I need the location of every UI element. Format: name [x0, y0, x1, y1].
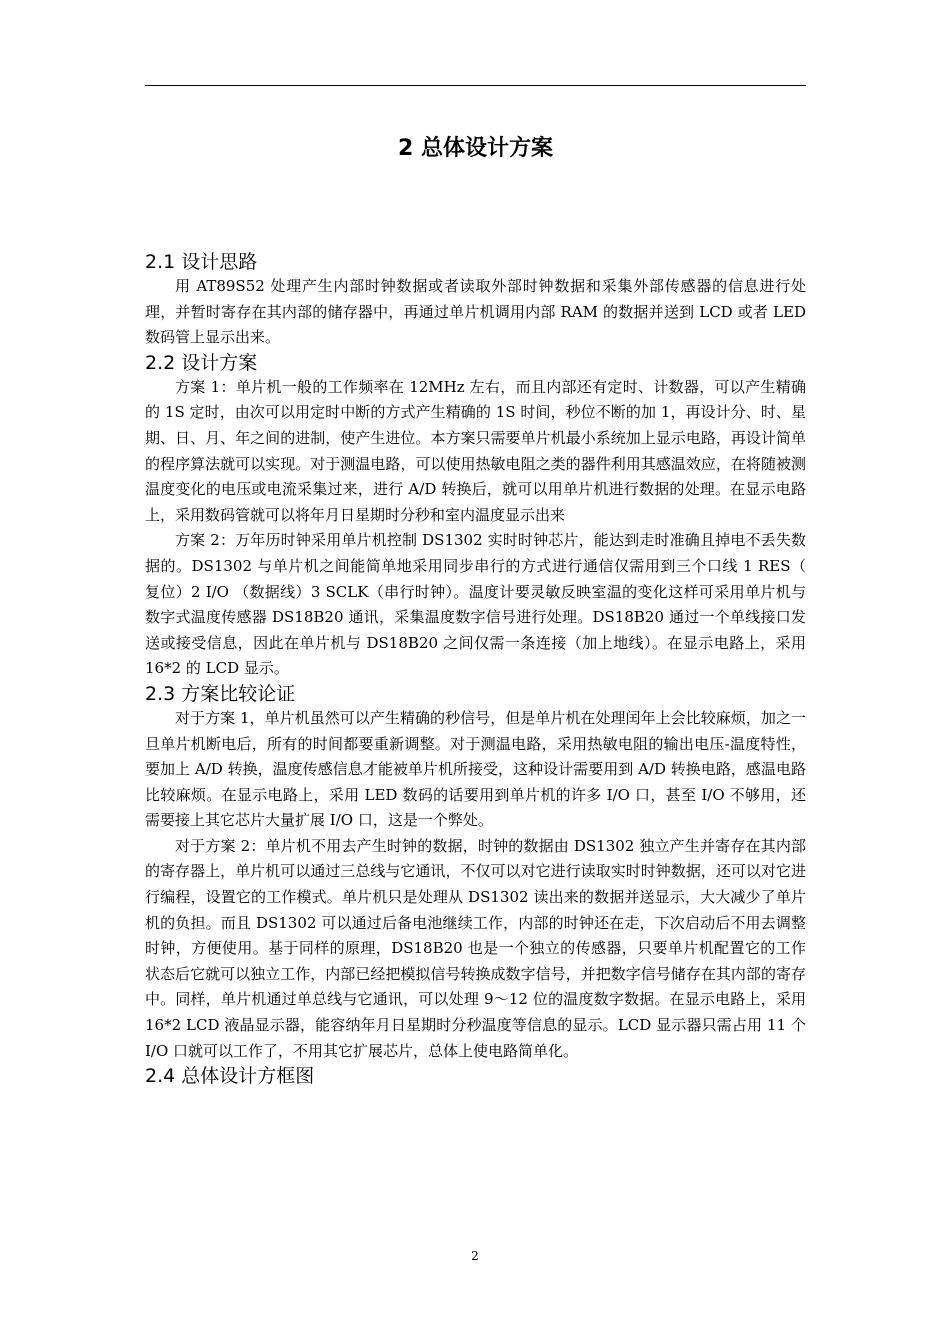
page-number: 2 [471, 1249, 479, 1263]
paragraph: 用 AT89S52 处理产生内部时钟数据或者读取外部时钟数据和采集外部传感器的信息进行处理，并暂时寄存在其内部的储存器中，再通过单片机调用内部 RAM 的数据并送到 LCD 或者 LED 数码管上显示出来。 [145, 277, 806, 347]
document-body [145, 250, 806, 1088]
section-heading: 2.4 总体设计方框图 [145, 1065, 315, 1088]
chapter-title: 2 总体设计方案 [398, 136, 553, 161]
paragraph: 对于方案 1，单片机虽然可以产生精确的秒信号，但是单片机在处理闰年上会比较麻烦，加之一旦单片机断电后，所有的时间都要重新调整。对于测温电路，采用热敏电阻的输出电压-温度特性，要加上 A/D 转换，温度传感信息才能被单片机所接受，这种设计需要用到 A/D 转换电路，感温电路比较麻烦。在显示电路上，采用 LED 数码的话要用到单片机的许多 I/O 口，甚至 I/O 不够用，还需要接上其它芯片大量扩展 I/O 口，这是一个弊处。 [145, 708, 806, 830]
header-rule [145, 85, 806, 86]
section-heading: 2.3 方案比较论证 [145, 682, 296, 705]
section-heading: 2.2 设计方案 [145, 351, 258, 374]
section-heading: 2.1 设计思路 [145, 251, 258, 273]
paragraph: 对于方案 2：单片机不用去产生时钟的数据，时钟的数据由 DS1302 独立产生并寄存在其内部的寄存器上，单片机可以通过三总线与它通讯，不仅可以对它进行读取实时时钟数据，还可以对它进行编程，设置它的工作模式。单片机只是处理从 DS1302 读出来的数据并送显示，大大减少了单片机的负担。而且 DS1302 可以通过后备电池继续工作，内部的时钟还在走，下次启动后不用去调整时钟，方便使用。基于同样的原理，DS18B20 也是一个独立的传感器，只要单片机配置它的工作状态后它就可以独立工作，内部已经把模拟信号转换成数字信号，并把数字信号储存在其内部的寄存中。同样，单片机通过单总线与它通讯，可以处理 9～12 位的温度数字数据。在显示电路上，采用 16*2 LCD 液晶显示器，能容纳年月日星期时分秒温度等信息的显示。LCD 显示器只需占用 11 个 I/O 口就可以工作了，不用其它扩展芯片，总体上使电路简单化。 [145, 836, 806, 1060]
paragraph: 方案 1：单片机一般的工作频率在 12MHz 左右，而且内部还有定时、计数器，可以产生精确的 1S 定时，由次可以用定时中断的方式产生精确的 1S 时间，秒位不断的加 1，再设计分、时、星期、日、月、年之间的进制，使产生进位。本方案只需要单片机最小系统加上显示电路，再设计简单的程序算法就可以实现。对于测温电路，可以使用热敏电阻之类的器件利用其感温效应，在将随被测温度变化的电压或电流采集过来，进行 A/D 转换后，就可以用单片机进行数据的处理。在显示电路上，采用数码管就可以将年月日星期时分秒和室内温度显示出来 [145, 377, 806, 524]
paragraph: 方案 2：万年历时钟采用单片机控制 DS1302 实时时钟芯片，能达到走时准确且掉电不丢失数据的。DS1302 与单片机之间能简单地采用同步串行的方式进行通信仅需用到三个口线 1 RES（ 复位）2 I/O （数据线）3 SCLK（串行时钟）。温度计要灵敏反映室温的变化这样可采用单片机与数字式温度传感器 DS18B20 通讯，采集温度数字信号进行处理。DS18B20 通过一个单线接口发送或接受信息，因此在单片机与 DS18B20 之间仅需一条连接（加上地线）。在显示电路上，采用 16*2 的 LCD 显示。 [145, 531, 806, 678]
